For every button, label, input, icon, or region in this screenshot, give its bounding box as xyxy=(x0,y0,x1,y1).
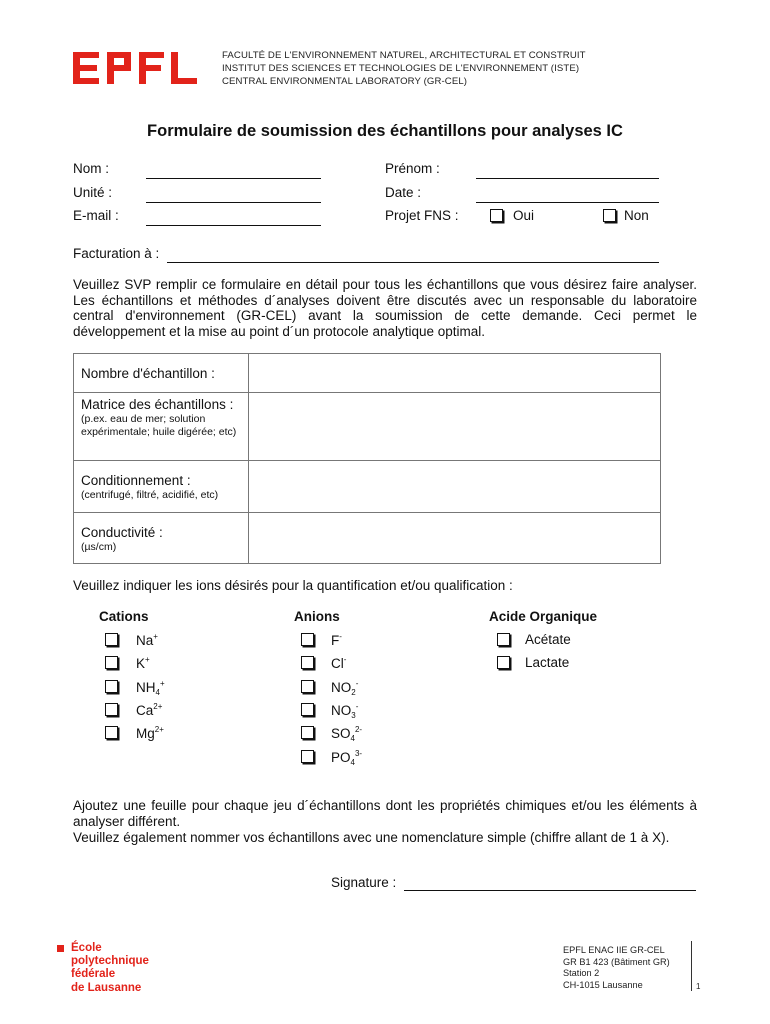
ion-subscript: 2 xyxy=(351,688,356,697)
anion-cl-checkbox[interactable] xyxy=(301,656,314,669)
ion-base: K xyxy=(136,656,146,671)
table-row xyxy=(74,354,661,393)
conductivity-input[interactable] xyxy=(249,513,661,564)
row-label: Matrice des échantillons : xyxy=(81,397,234,412)
row-label: Conditionnement : xyxy=(81,473,191,488)
ion-base: Na xyxy=(136,633,154,648)
conditioning-input[interactable] xyxy=(249,461,661,513)
school-line: de Lausanne xyxy=(71,981,142,994)
ion-charge: + xyxy=(159,679,165,688)
unite-field[interactable] xyxy=(146,187,321,203)
email-label: E-mail : xyxy=(73,208,119,223)
ions-prompt: Veuillez indiquer les ions désirés pour la quantification et/ou qualification : xyxy=(73,578,513,593)
cation-nh4-checkbox[interactable] xyxy=(105,680,118,693)
prenom-label: Prénom : xyxy=(385,161,440,176)
anion-f-label xyxy=(331,632,342,648)
facturation-field[interactable] xyxy=(167,247,659,263)
cation-na-checkbox[interactable] xyxy=(105,633,118,646)
form-title: Formulaire de soumission des échantillons pour analyses IC xyxy=(147,122,623,140)
cation-na-label xyxy=(136,632,158,648)
row-note: (centrifugé, filtré, acidifié, etc) xyxy=(81,489,219,501)
header-line-institute: INSTITUT DES SCIENCES ET TECHNOLOGIES DE L'ENVIRONNEMENT (ISTE) xyxy=(222,63,580,75)
row-note: (p.ex. eau de mer; solution expérimentale; huile digérée; etc) xyxy=(81,413,237,438)
row-label: Nombre d'échantillon : xyxy=(81,366,215,381)
ion-subscript: 3 xyxy=(351,711,356,720)
ion-charge: - xyxy=(343,655,347,664)
ion-base: Ca xyxy=(136,703,154,718)
ion-base: Lactate xyxy=(525,655,570,670)
cation-k-label xyxy=(136,655,150,671)
ion-charge: + xyxy=(145,655,150,664)
ion-subscript: 4 xyxy=(350,734,355,743)
sample-table xyxy=(73,353,661,564)
ion-charge: - xyxy=(355,702,359,711)
anions-heading: Anions xyxy=(294,609,340,624)
intro-paragraph: Veuillez SVP remplir ce formulaire en détail pour tous les échantillons que vous désirez faire analyser. Les échantillons et méthodes d´analyses doivent être discutés avec un responsable du laboratoire central d'environnement (GR-CEL) avant la soumission de cette demande. Ceci permet le développement et la mise au point d´un protocole analytique optimal. xyxy=(73,277,697,339)
date-field[interactable] xyxy=(476,187,659,203)
anion-no2-checkbox[interactable] xyxy=(301,680,314,693)
matrix-input[interactable] xyxy=(249,393,661,461)
ion-base: Acétate xyxy=(525,632,571,647)
anion-po4-label xyxy=(331,749,362,767)
table-row xyxy=(74,461,661,513)
ion-base: PO xyxy=(331,750,351,765)
cation-ca-label xyxy=(136,702,162,718)
table-row xyxy=(74,513,661,564)
anion-no2-label xyxy=(331,679,358,697)
sample-count-input[interactable] xyxy=(249,354,661,393)
signature-label: Signature : xyxy=(331,875,397,890)
notes-paragraph-2: Veuillez également nommer vos échantillons avec une nomenclature simple (chiffre allant de 1 à X). xyxy=(73,830,670,845)
projet-fns-non-checkbox[interactable] xyxy=(603,209,616,222)
footer-address xyxy=(563,945,670,991)
ion-base: Cl xyxy=(331,656,344,671)
school-line: fédérale xyxy=(71,968,116,981)
email-field[interactable] xyxy=(146,210,321,226)
ion-base: Mg xyxy=(136,726,155,741)
address-line: CH-1015 Lausanne xyxy=(563,979,643,990)
anion-no3-label xyxy=(331,702,358,720)
table-key-cell xyxy=(74,354,249,393)
cation-mg-label xyxy=(136,725,164,741)
anion-so4-label xyxy=(331,725,362,743)
ion-charge: 2- xyxy=(354,725,363,734)
table-key-cell xyxy=(74,513,249,564)
page-number: 1 xyxy=(696,982,701,991)
ion-charge: 2+ xyxy=(153,702,163,711)
ion-charge: + xyxy=(153,632,158,641)
cation-mg-checkbox[interactable] xyxy=(105,726,118,739)
ion-subscript: 4 xyxy=(155,688,160,697)
cation-nh4-label xyxy=(136,679,165,697)
facturation-label: Facturation à : xyxy=(73,246,160,261)
ion-base: SO xyxy=(331,726,351,741)
row-label: Conductivité : xyxy=(81,525,163,540)
acid-heading: Acide Organique xyxy=(489,609,598,624)
school-line: École xyxy=(71,942,102,954)
table-key-cell xyxy=(74,461,249,513)
anion-f-checkbox[interactable] xyxy=(301,633,314,646)
row-note: (µs/cm) xyxy=(81,541,117,553)
ion-subscript: 4 xyxy=(350,758,355,767)
ion-charge: - xyxy=(355,679,359,688)
ion-charge: 2+ xyxy=(154,725,164,734)
school-line: polytechnique xyxy=(71,955,149,968)
ion-charge: 3- xyxy=(354,749,363,758)
ion-base: F xyxy=(331,633,340,648)
notes-paragraph-1: Ajoutez une feuille pour chaque jeu d´échantillons dont les propriétés chimiques et/ou les éléments à analyser différent. xyxy=(73,798,697,829)
projet-fns-label: Projet FNS : xyxy=(385,208,459,223)
ion-base: NO xyxy=(331,680,352,695)
ion-base: NH xyxy=(136,680,156,695)
table-key-cell xyxy=(74,393,249,461)
header-line-faculty: FACULTÉ DE L'ENVIRONNEMENT NATUREL, ARCHITECTURAL ET CONSTRUIT xyxy=(222,50,586,61)
anion-po4-checkbox[interactable] xyxy=(301,750,314,763)
prenom-field[interactable] xyxy=(476,163,659,179)
acid-actate-checkbox[interactable] xyxy=(497,633,510,646)
epfl-logo xyxy=(73,48,198,88)
nom-label: Nom : xyxy=(73,161,110,176)
anion-so4-checkbox[interactable] xyxy=(301,726,314,739)
acid-lactate-label xyxy=(525,655,569,670)
cation-k-checkbox[interactable] xyxy=(105,656,118,669)
anion-no3-checkbox[interactable] xyxy=(301,703,314,716)
nom-field[interactable] xyxy=(146,163,321,179)
ion-charge: - xyxy=(339,632,342,641)
oui-label: Oui xyxy=(513,208,535,223)
cation-ca-checkbox[interactable] xyxy=(105,703,118,716)
footer-square-icon xyxy=(57,945,64,952)
projet-fns-oui-checkbox[interactable] xyxy=(490,209,503,222)
table-row xyxy=(74,393,661,461)
address-line: EPFL ENAC IIE GR-CEL xyxy=(563,945,665,955)
footer-school-name xyxy=(71,942,149,995)
acid-actate-label xyxy=(525,632,571,647)
address-line: GR B1 423 (Bâtiment GR) xyxy=(563,956,670,967)
cations-heading: Cations xyxy=(99,609,149,624)
signature-field[interactable] xyxy=(404,875,696,891)
footer-divider xyxy=(691,941,692,991)
anion-cl-label xyxy=(331,655,346,671)
date-label: Date : xyxy=(385,185,422,200)
unite-label: Unité : xyxy=(73,185,113,200)
non-label: Non xyxy=(624,208,649,223)
institution-header xyxy=(222,49,586,89)
header-line-lab: CENTRAL ENVIRONMENTAL LABORATORY (GR-CEL) xyxy=(222,76,468,88)
acid-lactate-checkbox[interactable] xyxy=(497,656,510,669)
address-line: Station 2 xyxy=(563,968,600,978)
ion-base: NO xyxy=(331,703,352,718)
